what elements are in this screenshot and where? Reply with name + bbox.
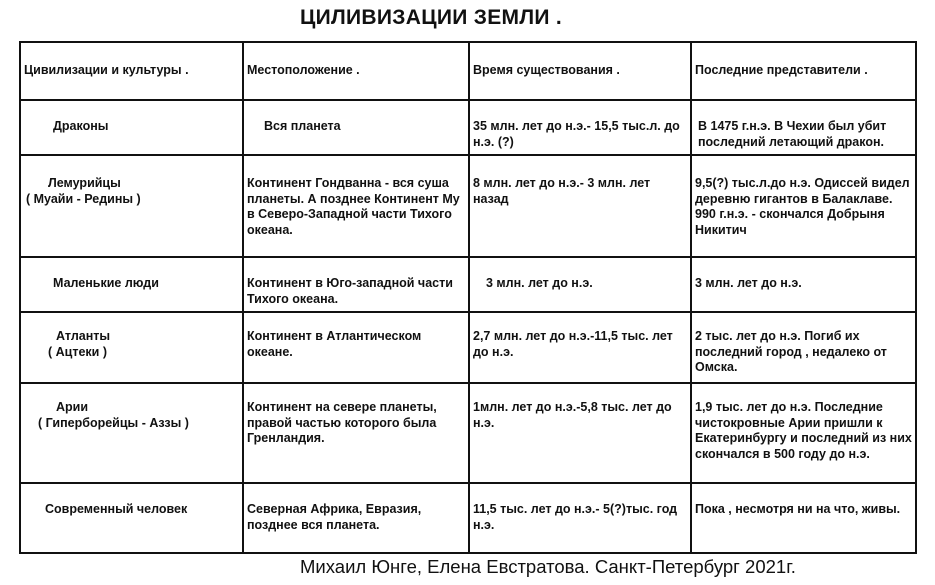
last-representatives-cell: 9,5(?) тыс.л.до н.э. Одиссей видел деревню гигантов в Балаклаве. 990 г.н.э. - скончался Добрыня Никитич: [691, 155, 916, 257]
civilization-name-line: Атланты: [56, 329, 111, 343]
table-header-row: [20, 42, 916, 100]
table-row: [20, 483, 916, 553]
table-row: [20, 312, 916, 383]
time-cell: 2,7 млн. лет до н.э.-11,5 тыс. лет до н.э.: [469, 312, 691, 383]
location-cell: Континент в Атлантическом океане.: [243, 312, 469, 383]
authors-footer: Михаил Юнге, Елена Евстратова. Санкт-Петербург 2021г.: [300, 556, 796, 577]
civilization-name: [20, 257, 243, 312]
civilization-name: [20, 312, 243, 383]
civilization-alt-name: ( Муайи - Редины ): [26, 191, 141, 206]
time-cell: 35 млн. лет до н.э.- 15,5 тыс.л. до н.э. (?): [469, 100, 691, 155]
header-civilizations: Цивилизации и культуры .: [20, 42, 243, 100]
time-cell: 8 млн. лет до н.э.- 3 млн. лет назад: [469, 155, 691, 257]
time-cell: 3 млн. лет до н.э.: [469, 257, 691, 312]
table-row: [20, 155, 916, 257]
table-row: [20, 383, 916, 483]
civilization-name-line: Арии: [56, 400, 89, 414]
last-representatives-cell: Пока , несмотря ни на что, живы.: [691, 483, 916, 553]
civilization-name-line: Современный человек: [45, 502, 188, 516]
civilizations-table: [19, 41, 917, 554]
location-cell: Континент на севере планеты, правой частью которого была Гренландия.: [243, 383, 469, 483]
last-representatives-cell: В 1475 г.н.э. В Чехии был убит последний летающий дракон.: [691, 100, 916, 155]
header-location: Местоположение .: [243, 42, 469, 100]
last-representatives-cell: 2 тыс. лет до н.э. Погиб их последний город , недалеко от Омска.: [691, 312, 916, 383]
civilization-name-line: Маленькие люди: [53, 276, 159, 290]
civilization-alt-name: ( Гиперборейцы - Аззы ): [38, 415, 189, 430]
location-cell: Северная Африка, Евразия, позднее вся планета.: [243, 483, 469, 553]
civilization-name-line: Драконы: [53, 119, 109, 133]
last-representatives-cell: 1,9 тыс. лет до н.э. Последние чистокровные Арии пришли к Екатеринбургу и последний из них скончался в 500 году до н.э.: [691, 383, 916, 483]
civilization-name: [20, 483, 243, 553]
header-time: Время существования .: [469, 42, 691, 100]
civilization-name: [20, 155, 243, 257]
header-last-representatives: Последние представители .: [691, 42, 916, 100]
civilization-name: [20, 100, 243, 155]
location-cell: Континент в Юго-западной части Тихого океана.: [243, 257, 469, 312]
location-cell: Вся планета: [243, 100, 469, 155]
last-representatives-cell: 3 млн. лет до н.э.: [691, 257, 916, 312]
civilization-alt-name: ( Ацтеки ): [48, 344, 107, 359]
location-cell: Континент Гондванна - вся суша планеты. А позднее Континент Му в Северо-Западной части Тихого океана.: [243, 155, 469, 257]
table-row: [20, 100, 916, 155]
civilization-name-line: Лемурийцы: [48, 176, 121, 190]
time-cell: 1млн. лет до н.э.-5,8 тыс. лет до н.э.: [469, 383, 691, 483]
table-row: [20, 257, 916, 312]
civilization-name: [20, 383, 243, 483]
page-title: ЦИЛИВИЗАЦИИ ЗЕМЛИ .: [299, 6, 563, 29]
time-cell: 11,5 тыс. лет до н.э.- 5(?)тыс. год н.э.: [469, 483, 691, 553]
